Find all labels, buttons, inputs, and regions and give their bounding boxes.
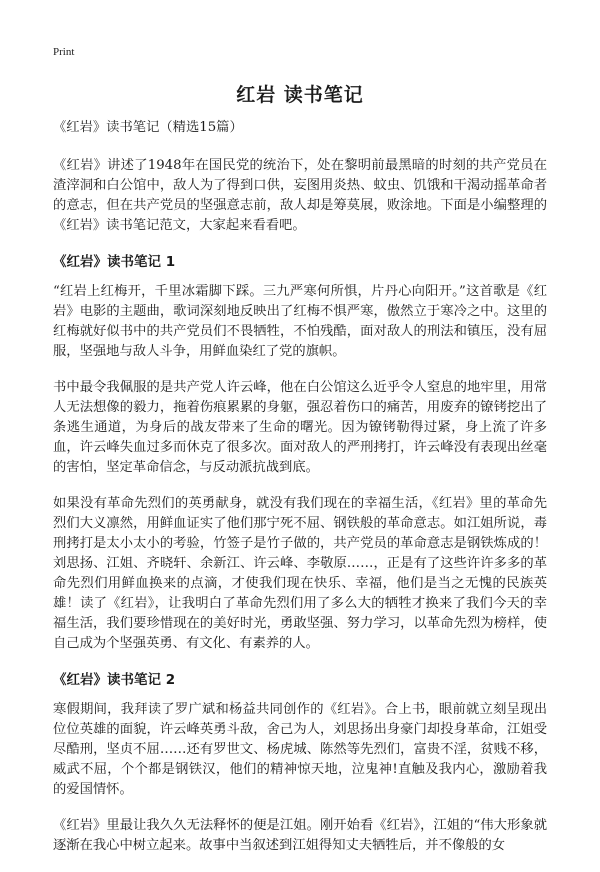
- paragraph: 《红岩》里最让我久久无法释怀的便是江姐。刚开始看《红岩》，江姐的“伟大形象就逐渐在我心中树立起来。故事中当叙述到江姐得知丈夫牺牲后，并不像般的女: [53, 818, 547, 853]
- section-heading: 《红岩》读书笔记 1: [53, 254, 176, 270]
- subtitle: 《红岩》读书笔记（精选15篇）: [53, 120, 243, 135]
- paragraph: “红岩上红梅开，千里冰霜脚下踩。三九严寒何所惧，片丹心向阳开。”这首歌是《红岩》电影的主题曲，歌词深刻地反映出了红梅不惧严寒，傲然立于寒冷之中。这里的红梅就好似书中的共产党员们不畏牺牲，不怕残酷，面对敌人的刑法和镇压，没有屈服，坚强地与敌人斗争，用鲜血染红了党的旗帜。: [53, 284, 547, 359]
- intro-paragraph: 《红岩》讲述了1948年在国民党的统治下，处在黎明前最黑暗的时刻的共产党员在渣滓洞和白公馆中，敌人为了得到口供，妄图用炎热、蚊虫、饥饿和干渴动摇革命者的意志，但在共产党员的坚强意志前，敌人却是筹莫展，败涂地。下面是小编整理的《红岩》读书笔记范文，大家起来看看吧。: [53, 158, 547, 233]
- paragraph: 如果没有革命先烈们的英勇献身，就没有我们现在的幸福生活，《红岩》里的革命先烈们大义凛然，用鲜血证实了他们那宁死不屈、钢铁般的革命意志。如江姐所说，毒刑拷打是太小太小的考验，竹签子是竹子做的，共产党员的革命意志是钢铁炼成的！刘思扬、江姐、齐晓轩、余新江、许云峰、李敬原……，正是有了这些许许多多的革命先烈们用鲜血换来的点滴，才使我们现在快乐、幸福，他们是当之无愧的民族英雄！读了《红岩》，让我明白了革命先烈们用了多么大的牺牲才换来了我们今天的幸福生活，我们要珍惜现在的美好时光，勇敢坚强、努力学习，以革命先烈为榜样，使自己成为个坚强英勇、有文化、有素养的人。: [53, 496, 547, 651]
- paragraph: 寒假期间，我拜读了罗广斌和杨益共同创作的《红岩》。合上书，眼前就立刻呈现出位位英雄的面貌，许云峰英勇斗敌，舍己为人，刘思扬出身豪门却投身革命，江姐受尽酷刑，坚贞不屈……还有罗世文、杨虎城、陈然等先烈们，富贵不淫，贫贱不移，威武不屈，个个都是钢铁汉，他们的精神惊天地，泣鬼神!直触及我内心，激励着我的爱国情怀。: [53, 702, 547, 797]
- section-heading: 《红岩》读书笔记 2: [53, 672, 176, 688]
- article-body: [53, 118, 547, 872]
- page-title: 红岩 读书笔记: [236, 84, 364, 106]
- print-link[interactable]: Print: [53, 46, 75, 58]
- paragraph: 书中最令我佩服的是共产党人许云峰，他在白公馆这么近乎令人窒息的地牢里，用常人无法想像的毅力，拖着伤痕累累的身躯，强忍着伤口的痛苦，用废弃的镣铐挖出了条逃生通道，为身后的战友带来了生命的曙光。因为镣铐勒得过紧，身上流了许多血，许云峰失血过多而休克了很多次。面对敌人的严刑拷打，许云峰没有表现出丝毫的害怕，坚定革命信念，与反动派抗战到底。: [53, 380, 547, 475]
